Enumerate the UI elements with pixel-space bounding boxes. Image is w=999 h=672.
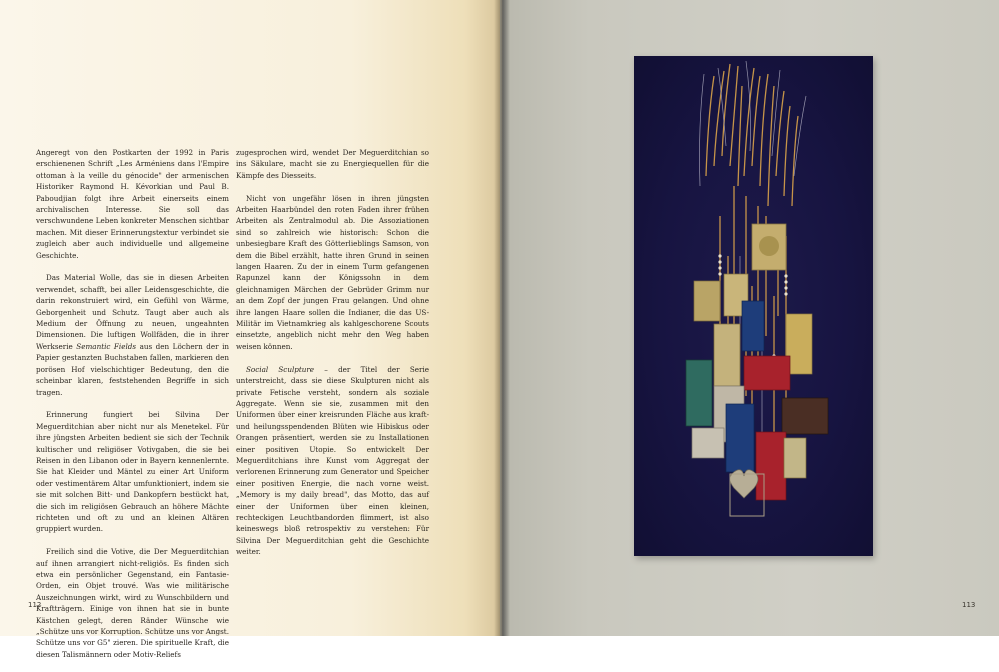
italic-title: Semantic Fields — [76, 341, 137, 351]
book-gutter — [494, 0, 510, 636]
paragraph: zugesprochen wird, wendet Der Meguerditchian so ins Säkulare, macht sie zu Energiequellen für die Kämpfe des Diesseits. — [236, 148, 429, 180]
votive-plaques — [686, 224, 828, 516]
artwork-photo — [634, 56, 873, 556]
page-number-right: 113 — [962, 601, 976, 609]
paragraph: Nicht von ungefähr lösen in ihren jüngsten Arbeiten Haarbündel den roten Faden ihrer frühen Arbeiten als Zentralmodul ab. Die Assoziationen sind so zahlreich wie historisch: Schon die unbesiegbare Kraft des Götterlieblings Samson, von dem die Bibel erzählt, hatte ihren Grund in seinen langen Haaren. Zu der in einem Turm gefangenen Rapunzel kann der Königssohn in dem gleichnamigen Märchen der Gebrüder Grimm nur an dem Zopf der jungen Frau gelangen. Und ohne ihre langen Haare sollen die Indianer, die das US-Militär im Vietnamkrieg als kahlgeschorene Scouts einsetzte, angeblich nicht mehr den Weg haben weisen können. — [236, 193, 429, 351]
italic-title: Social Sculpture — [246, 364, 315, 374]
paragraph: Erinnerung fungiert bei Silvina Der Meguerditchian aber nicht nur als Menetekel. Für ihre jüngsten Arbeiten bedient sie sich der Technik kultischer und religiöser Votivgaben, die sie bei Reisen in den Libanon oder in Bayern kennenlernte. Sie hat Kleider und Mäntel zu einer Art Uniform oder vestimentärem Altar umfunktioniert, indem sie sie mit solchen Bitt- und Dankopfern bestückt hat, die sich im religiösen Gebrauch an höhere Mächte richteten und oft zu und an kleinen Altären gruppiert wurden. — [36, 410, 229, 534]
paragraph: Social Sculpture – der Titel der Serie unterstreicht, dass sie diese Skulpturen nicht als private Fetische versteht, sondern als soziale Aggregate. Wenn sie sie, zusammen mit den Uniformen über einer kreisrunden Fläche aus kraft- und heilungsspendenden Blüten wie Hibiskus oder Orangen präsentiert, werden sie zu Installationen einer positiven Utopie. So entwickelt Der Meguerditchians ihre Kunst vom Aggregat der verlorenen Erinnerung zum Generator und Speicher einer positiven Energie, die nach vorne weist. „Memory is my daily bread", das Motto, das auf einer der Uniformen über einen kleinen, rechteckigen Leuchtbandorden flimmert, ist also keineswegs bloß retrospektiv zu verstehen: Für Silvina Der Meguerditchian geht die Geschichte weiter. — [236, 364, 429, 557]
paragraph: Das Material Wolle, das sie in diesen Arbeiten verwendet, schafft, bei aller Leidensgeschichte, die darin rekonstruiert wird, ein Gefühl von Wärme, Geborgenheit und Schutz. Taugt aber auch als Medium der Öffnung zu neuen, ungeahnten Dimensionen. Die luftigen Wollfäden, die in ihrer Werkserie Semantic Fields aus den Löchern der in Papier gestanzten Buchstaben fallen, markieren den porösen Hof vielschichtiger Bedeutung, den die scheinbar klaren, feststehenden Begriffe in sich tragen. — [36, 273, 229, 397]
text-column-2 — [236, 147, 429, 569]
paragraph: Angeregt von den Postkarten der 1992 in Paris erschienenen Schrift „Les Arméniens dans l'Empire ottoman à la veille du génocide" der armenischen Historiker Raymond H. Kévorkian und Paul B. Paboudjian folgt ihre Arbeit einerseits einem archivalischen Interesse. Sie soll das verschwundene Leben konkreter Menschen sichtbar machen. Mit dieser Erinnerungstextur verbindet sie zugleich aber auch individuelle und allgemeine Geschichte. — [36, 148, 229, 260]
text-column-1 — [36, 147, 229, 672]
page-number-left: 112 — [28, 601, 42, 609]
artwork-illustration — [634, 56, 873, 556]
left-page — [0, 0, 500, 659]
paragraph: Freilich sind die Votive, die Der Meguerditchian auf ihnen arrangiert nicht-religiös. Es finden sich etwa ein persönlicher Gegenstand, ein Fantasie-Orden, ein Objet trouvé. Was wie militärische Auszeichnungen wirkt, wird zu Wunschbildern und Kraftträgern. Einige von ihnen hat sie in bunte Kästchen gelegt, deren Ränder Wünsche wie „Schütze uns vor Korruption. Schütze uns vor Angst. Schütze uns vor G5" zieren. Die spirituelle Kraft, die diesen Talismännern oder Motiv-Reliefs — [36, 547, 229, 659]
